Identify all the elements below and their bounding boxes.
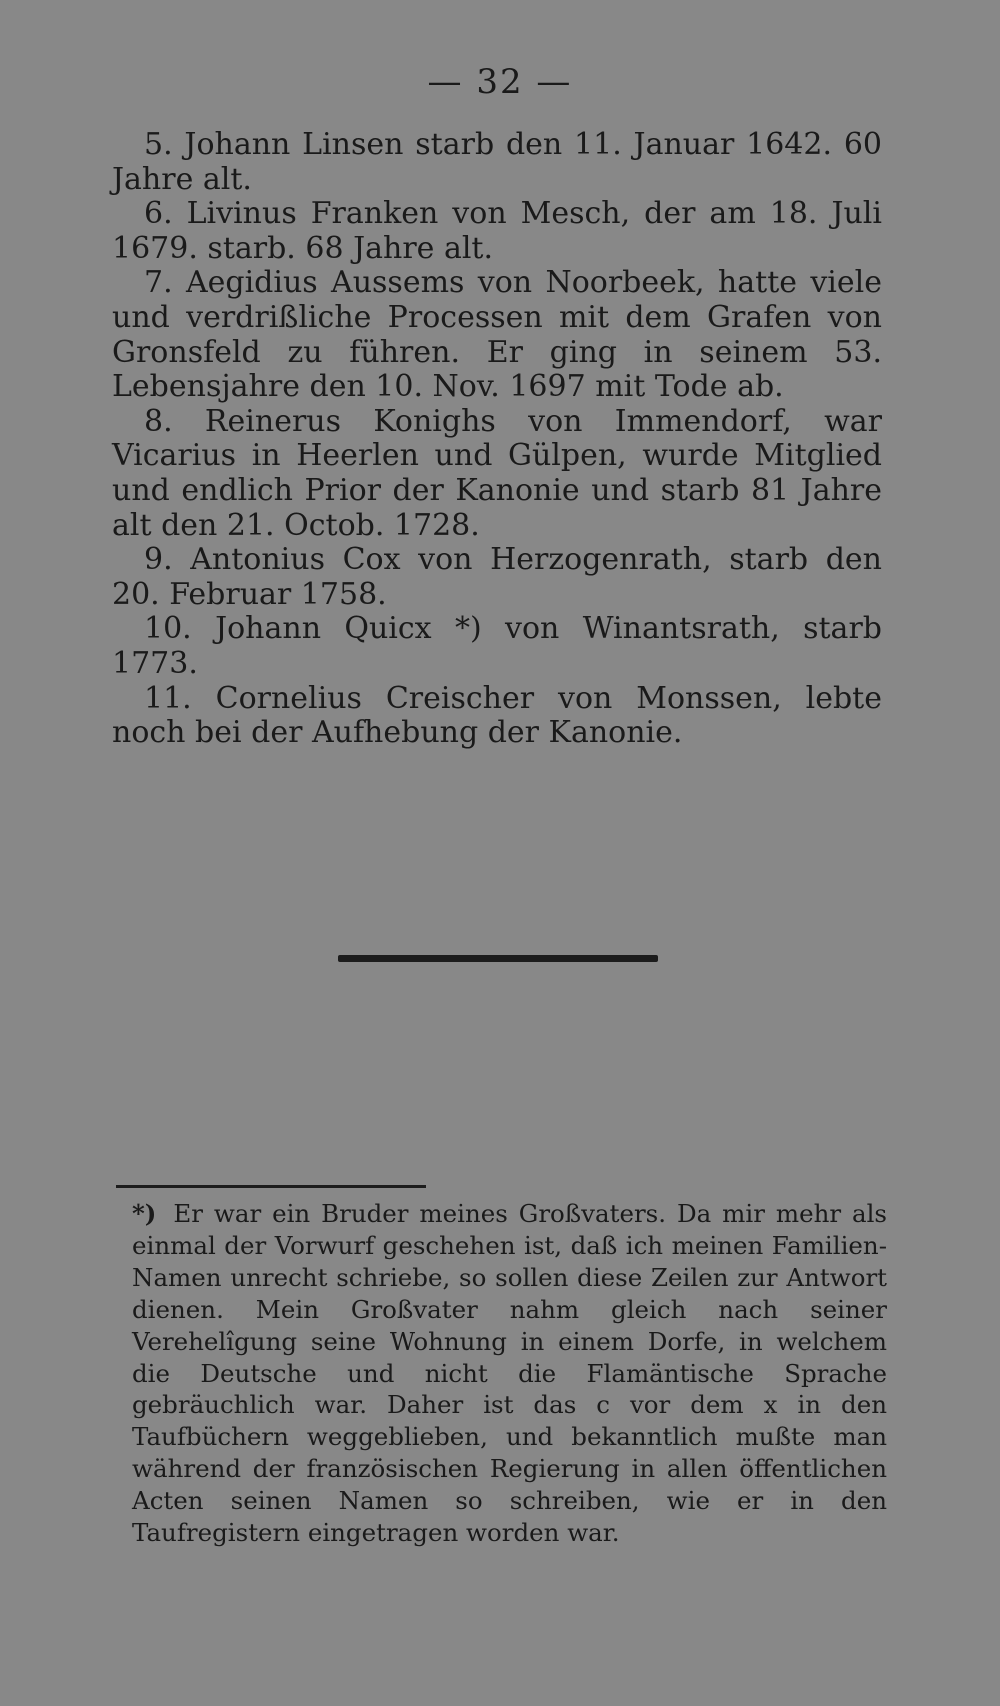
footnote-marker: *) [132, 1199, 157, 1228]
entry-9: 9. Antonius Cox von Herzogenrath, starb den 20. Februar 1758. [112, 542, 882, 612]
entry-5: 5. Johann Linsen starb den 11. Januar 1642. 60 Jahre alt. [112, 127, 882, 197]
entry-11: 11. Cornelius Creischer von Monssen, lebte noch bei der Aufhebung der Kanonie. [112, 680, 882, 751]
main-text [112, 128, 882, 751]
entry-6: 6. Livinus Franken von Mesch, der am 18. Juli 1679. starb. 68 Jahre alt. [112, 196, 882, 266]
entry-10: 10. Johann Quicx *) von Winantsrath, starb 1773. [112, 611, 882, 681]
entry-7: 7. Aegidius Aussems von Noorbeek, hatte viele und verdrißliche Processen mit dem Grafen von Gronsfeld zu führen. Er ging in seinem 53. Lebensjahre den 10. Nov. 1697 mit Tode ab. [112, 265, 882, 405]
footnote-rule [116, 1185, 426, 1188]
entry-8: 8. Reinerus Konighs von Immendorf, war Vicarius in Heerlen und Gülpen, wurde Mitglied und endlich Prior der Kanonie und starb 81 Jahre alt den 21. Octob. 1728. [112, 403, 882, 543]
footnote [132, 1198, 887, 1549]
footnote-text: Er war ein Bruder meines Großvaters. Da mir mehr als einmal der Vorwurf geschehen ist, daß ich meinen Familien-Namen unrecht schriebe, so sollen diese Zeilen zur Antwort dienen. Mein Großvater nahm gleich nach seiner Verehelîgung seine Wohnung in einem Dorfe, in welchem die Deutsche und nicht die Flamäntische Sprache gebräuchlich war. Daher ist das c vor dem x in den Taufbüchern weggeblieben, und bekanntlich mußte man während der französischen Regierung in allen öffentlichen Acten seinen Namen so schreiben, wie er in den Taufregistern eingetragen worden war. [132, 1199, 887, 1548]
section-divider [338, 955, 658, 962]
page-number: — 32 — [427, 62, 573, 102]
